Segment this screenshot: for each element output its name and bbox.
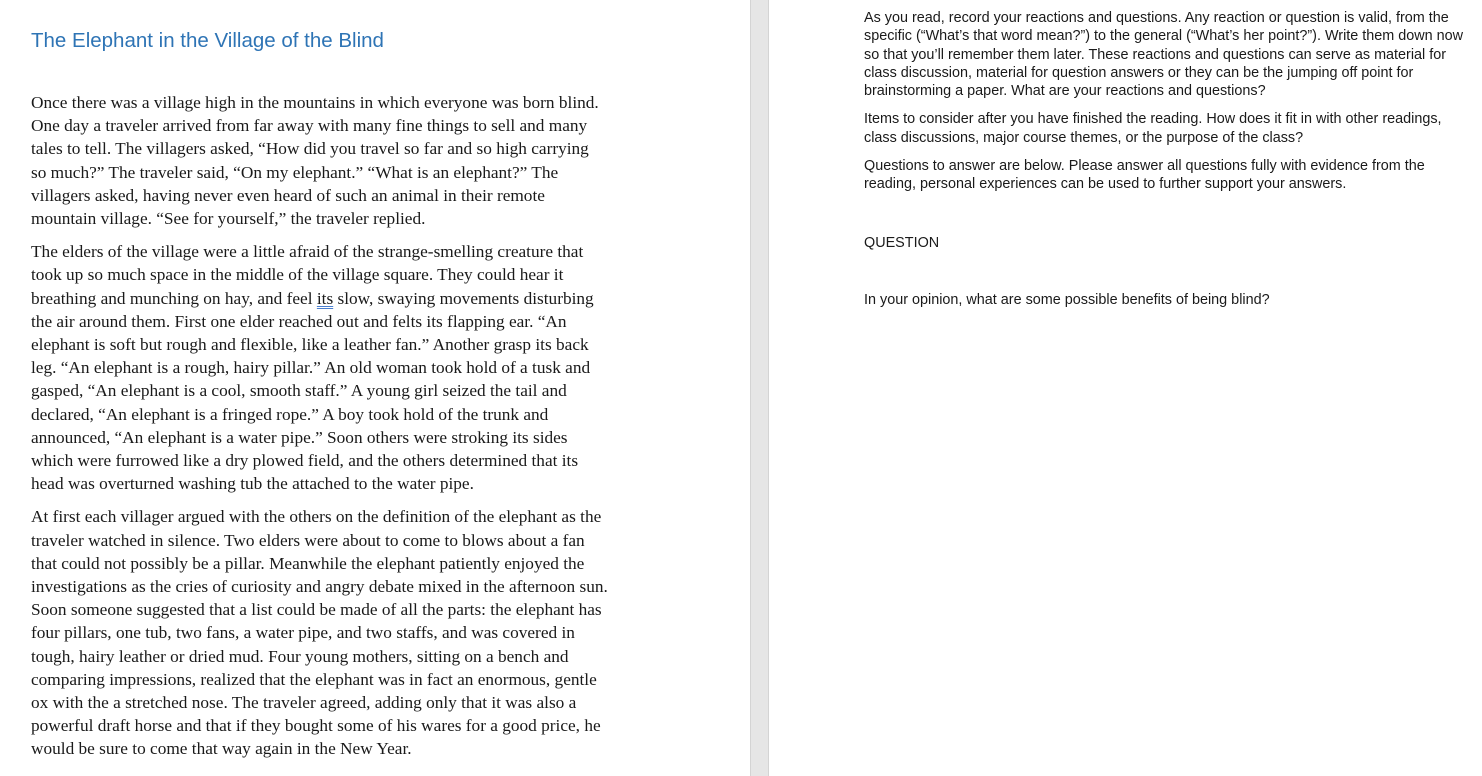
text-line: gasped, “An elephant is a cool, smooth staff.” A young girl seized the tail and [31,381,567,401]
text-line: tales to tell. The villagers asked, “How did you travel so far and so high carrying [31,139,589,159]
text-line: Once there was a village high in the mountains in which everyone was born blind. [31,93,599,112]
text-line: One day a traveler arrived from far away with many fine things to sell and many [31,116,588,136]
text-line: specific (“What’s that word mean?”) to the general (“What’s her point?”). Write them down now [864,28,1464,45]
text-line: traveler watched in silence. Two elders were about to come to blows about a fan [31,530,585,550]
text-line: so much?” The traveler said, “On my elephant.” “What is an elephant?” The [31,162,559,182]
text-run: slow, swaying movements disturbing [333,288,594,308]
text-line: investigations as the cries of curiosity and angry debate mixed in the afternoon sun. [31,577,608,597]
text-line: tough, hairy leather or dried mud. Four young mothers, sitting on a bench and [31,646,569,666]
text-line: head was overturned washing tub the attached to the water pipe. [31,474,474,494]
story-title: The Elephant in the Village of the Blind [31,29,384,52]
text-line: so that you’ll remember them later. These reactions and questions can serve as material for [864,46,1447,63]
text-line: Soon someone suggested that a list could be made of all the parts: the elephant has [31,600,602,620]
text-line: declared, “An elephant is a fringed rope.” A boy took hold of the trunk and [31,404,549,424]
text-line [31,287,671,310]
page-gap-divider [750,0,769,776]
text-line: class discussion, material for question answers or they can be the jumping off point for [864,64,1414,81]
story-paragraph-1 [31,91,671,230]
story-body [31,91,671,771]
text-line: brainstorming a paper. What are your reactions and questions? [864,83,1266,100]
worksheet-instructions [864,9,1482,204]
text-line: reading, personal experiences can be used to further support your answers. [864,176,1347,193]
text-line: As you read, record your reactions and questions. Any reaction or question is valid, from the [864,10,1449,26]
text-line: would be sure to come that way again in the New Year. [31,739,412,759]
instructions-reactions [864,9,1482,100]
text-line: comparing impressions, realized that the elephant was in fact an enormous, gentle [31,669,597,689]
question-text: In your opinion, what are some possible benefits of being blind? [864,292,1270,308]
text-line: took up so much space in the middle of the village square. They could hear it [31,265,564,285]
proofing-flagged-word[interactable]: its [316,288,334,308]
text-line: Items to consider after you have finished the reading. How does it fit in with other readings, [864,111,1442,128]
text-line: which were furrowed like a dry plowed field, and the others determined that its [31,451,579,471]
text-line: mountain village. “See for yourself,” the traveler replied. [31,209,426,229]
text-line: Questions to answer are below. Please answer all questions fully with evidence from the [864,158,1425,175]
instructions-items-to-consider [864,110,1482,147]
text-line: The elders of the village were a little afraid of the strange-smelling creature that [31,242,584,262]
text-line: elephant is soft but rough and flexible, like a leather fan.” Another grasp its back [31,335,589,355]
text-run: breathing and munching on hay, and feel [31,288,317,308]
text-line: that could not possibly be a pillar. Meanwhile the elephant patiently enjoyed the [31,553,585,573]
text-line: announced, “An elephant is a water pipe.” Soon others were stroking its sides [31,427,568,447]
text-line: four pillars, one tub, two fans, a water pipe, and two staffs, and was covered in [31,623,575,643]
text-line: leg. “An elephant is a rough, hairy pillar.” An old woman took hold of a tusk and [31,358,591,378]
text-line: ox with the a stretched nose. The traveler agreed, adding only that it was also a [31,693,577,713]
text-line: powerful draft horse and that if they bought some of his wares for a good price, he [31,716,601,736]
text-line: At first each villager argued with the others on the definition of the elephant as the [31,507,602,527]
text-line: villagers asked, having never even heard of such an animal in their remote [31,185,545,205]
instructions-questions [864,157,1482,194]
story-paragraph-3 [31,505,671,760]
text-line: the air around them. First one elder reached out and felts its flapping ear. “An [31,311,567,331]
text-line: class discussions, major course themes, or the purpose of the class? [864,129,1304,146]
story-paragraph-2 [31,240,671,495]
worksheet-page[interactable] [769,0,1482,776]
question-label: QUESTION [864,235,940,251]
